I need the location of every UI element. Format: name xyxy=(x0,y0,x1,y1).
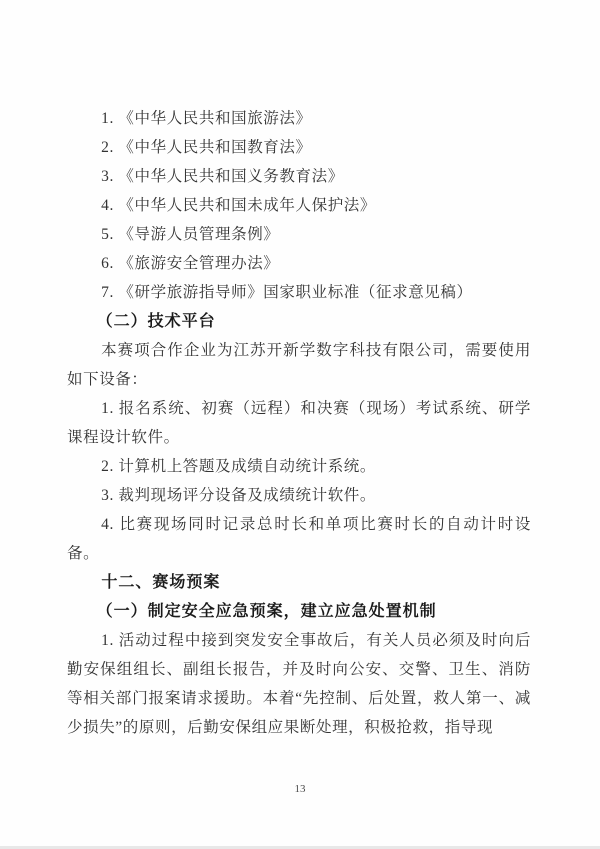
equipment-item: 4. 比赛现场同时记录总时长和单项比赛时长的自动计时设备。 xyxy=(67,516,531,562)
heading-venue-contingency: 十二、赛场预案 xyxy=(101,574,221,591)
page-content xyxy=(67,104,531,742)
equipment-item: 3. 裁判现场评分设备及成绩统计软件。 xyxy=(101,487,376,504)
equipment-item: 2. 计算机上答题及成绩自动统计系统。 xyxy=(101,458,376,475)
emergency-plan-paragraph: 1. 活动过程中接到突发安全事故后，有关人员必须及时向后勤安保组组长、副组长报告，并及时向公安、交警、卫生、消防等相关部门报案请求援助。本着“先控制、后处置，救人第一、减少损失”的原则，后勤安保组应果断处理，积极抢救，指导现 xyxy=(67,632,531,736)
technical-platform-intro: 本赛项合作企业为江苏开新学数字科技有限公司，需要使用如下设备： xyxy=(67,342,531,388)
law-reference-item: 7. 《研学旅游指导师》国家职业标准（征求意见稿） xyxy=(101,284,473,301)
law-reference-item: 4. 《中华人民共和国未成年人保护法》 xyxy=(101,197,376,214)
heading-technical-platform: （二）技术平台 xyxy=(96,313,216,330)
equipment-item: 1. 报名系统、初赛（远程）和决赛（现场）考试系统、研学课程设计软件。 xyxy=(67,400,531,446)
law-reference-item: 3. 《中华人民共和国义务教育法》 xyxy=(101,168,344,185)
law-reference-item: 5. 《导游人员管理条例》 xyxy=(101,226,280,243)
page-number: 13 xyxy=(294,783,306,795)
law-reference-item: 1. 《中华人民共和国旅游法》 xyxy=(101,110,312,127)
law-reference-item: 6. 《旅游安全管理办法》 xyxy=(101,255,280,272)
law-reference-item: 2. 《中华人民共和国教育法》 xyxy=(101,139,312,156)
heading-emergency-plan: （一）制定安全应急预案，建立应急处置机制 xyxy=(96,603,437,620)
